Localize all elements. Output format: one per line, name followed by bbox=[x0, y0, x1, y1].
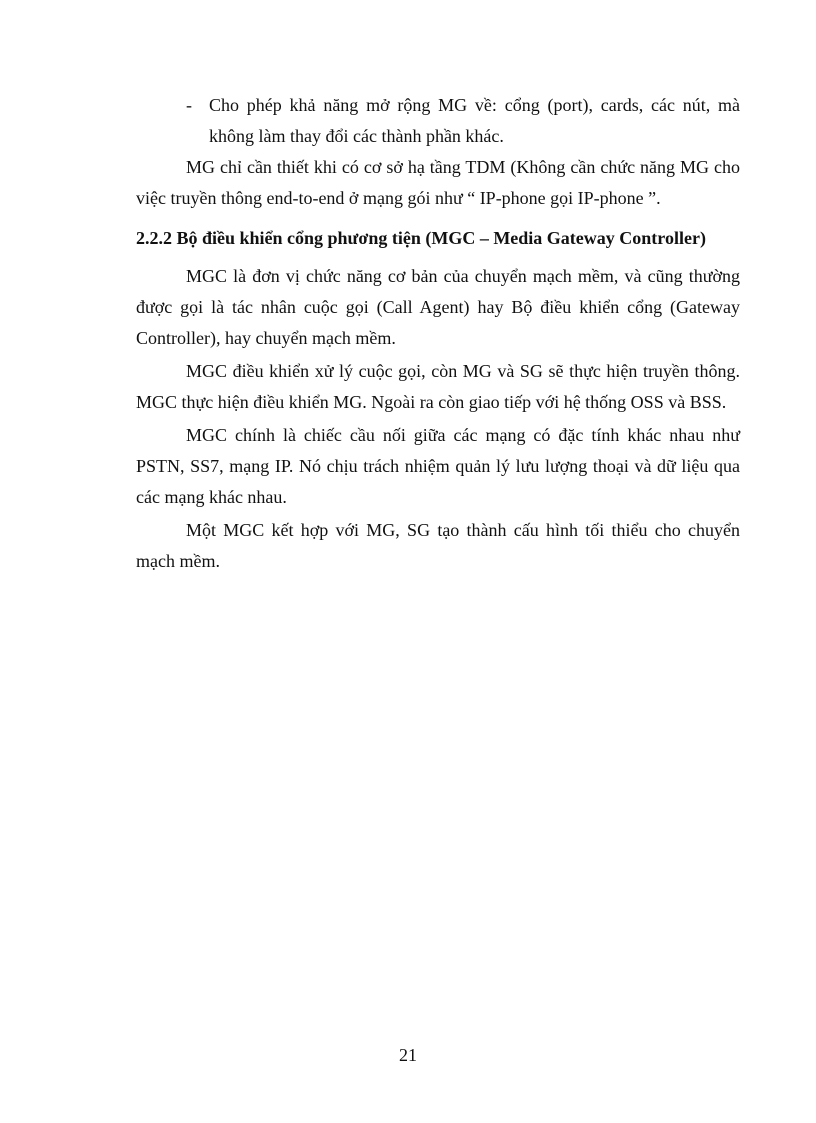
paragraph-2: MGC điều khiển xử lý cuộc gọi, còn MG và SG sẽ thực hiện truyền thông. MGC thực hiện điều khiển MG. Ngoài ra còn giao tiếp với hệ thống OSS và BSS. bbox=[136, 361, 740, 412]
section-heading: 2.2.2 Bộ điều khiển cổng phương tiện (MGC – Media Gateway Controller) bbox=[136, 228, 706, 248]
intro-paragraph: MG chỉ cần thiết khi có cơ sở hạ tầng TDM (Không cần chức năng MG cho việc truyền thông end-to-end ở mạng gói như “ IP-phone gọi IP-phone ”. bbox=[136, 157, 740, 208]
page-body bbox=[136, 90, 740, 577]
bullet-item bbox=[136, 90, 740, 152]
page-number: 21 bbox=[399, 1045, 417, 1065]
paragraph-1: MGC là đơn vị chức năng cơ bản của chuyển mạch mềm, và cũng thường được gọi là tác nhân cuộc gọi (Call Agent) hay Bộ điều khiển cổng (Gateway Controller), hay chuyển mạch mềm. bbox=[136, 266, 740, 348]
bullet-marker: - bbox=[186, 95, 192, 115]
paragraph-3: MGC chính là chiếc cầu nối giữa các mạng có đặc tính khác nhau như PSTN, SS7, mạng IP. Nó chịu trách nhiệm quản lý lưu lượng thoại và dữ liệu qua các mạng khác nhau. bbox=[136, 425, 740, 507]
bullet-text: Cho phép khả năng mở rộng MG về: cổng (port), cards, các nút, mà không làm thay đổi các thành phần khác. bbox=[209, 95, 740, 146]
paragraph-4: Một MGC kết hợp với MG, SG tạo thành cấu hình tối thiểu cho chuyển mạch mềm. bbox=[136, 520, 740, 571]
